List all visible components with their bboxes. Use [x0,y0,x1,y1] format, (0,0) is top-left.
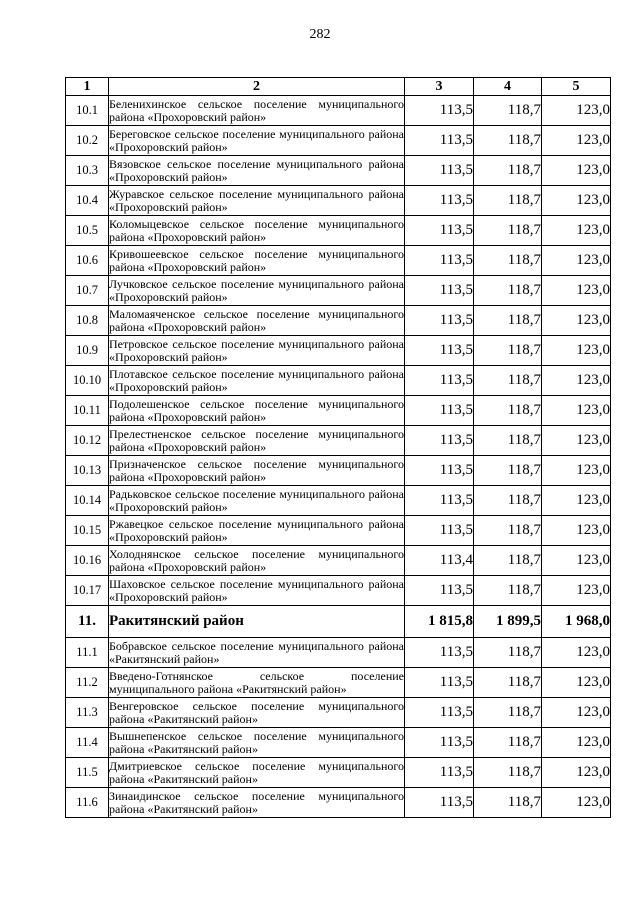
table-row [66,156,611,186]
row-number: 10.2 [66,126,109,156]
value-col-5: 123,0 [542,96,611,126]
value-col-4: 118,7 [474,366,542,396]
settlement-name: Введено-Готнянское сельское поселение муниципального района «Ракитянский район» [109,668,404,696]
value-col-3: 113,5 [405,306,474,336]
value-col-5: 123,0 [542,216,611,246]
column-header-2: 2 [109,78,405,96]
value-col-3: 113,5 [405,698,474,728]
table-row [66,276,611,306]
value-col-4: 118,7 [474,486,542,516]
value-col-5: 123,0 [542,396,611,426]
table-row [66,698,611,728]
row-number: 11.2 [66,668,109,698]
page-number: 282 [309,27,331,42]
settlement-name: Бобравское сельское поселение муниципального района «Ракитянский район» [109,638,404,666]
table-row [66,396,611,426]
value-col-5: 123,0 [542,276,611,306]
value-col-4: 118,7 [474,546,542,576]
value-col-3: 113,5 [405,246,474,276]
row-number: 10.14 [66,486,109,516]
value-col-3: 113,5 [405,638,474,668]
value-col-4: 118,7 [474,426,542,456]
value-col-3: 113,5 [405,156,474,186]
value-col-4: 118,7 [474,216,542,246]
settlement-name: Журавское сельское поселение муниципального района «Прохоровский район» [109,186,404,214]
settlement-name: Петровское сельское поселение муниципального района «Прохоровский район» [109,336,404,364]
value-col-5: 123,0 [542,668,611,698]
value-col-3: 113,5 [405,126,474,156]
value-col-4: 118,7 [474,96,542,126]
budget-table [65,77,611,818]
table-row [66,426,611,456]
table-row [66,758,611,788]
row-number: 10.4 [66,186,109,216]
value-col-4: 118,7 [474,668,542,698]
settlement-name: Вышнепенское сельское поселение муниципального района «Ракитянский район» [109,728,404,756]
value-col-3: 113,5 [405,668,474,698]
value-col-5: 123,0 [542,638,611,668]
settlement-name: Беленихинское сельское поселение муниципального района «Прохоровский район» [109,96,404,124]
value-col-4: 118,7 [474,788,542,818]
settlement-name: Радьковское сельское поселение муниципального района «Прохоровский район» [109,486,404,514]
row-number: 10.10 [66,366,109,396]
value-col-4: 118,7 [474,306,542,336]
value-col-5: 123,0 [542,456,611,486]
value-col-5: 123,0 [542,698,611,728]
value-col-5: 123,0 [542,366,611,396]
value-col-3: 113,5 [405,486,474,516]
value-col-5: 123,0 [542,486,611,516]
value-col-3: 113,5 [405,758,474,788]
value-col-3: 1 815,8 [405,606,474,638]
value-col-4: 118,7 [474,126,542,156]
settlement-name: Подолешенское сельское поселение муниципального района «Прохоровский район» [109,396,404,424]
value-col-5: 123,0 [542,426,611,456]
value-col-4: 118,7 [474,246,542,276]
table-row [66,576,611,606]
value-col-4: 1 899,5 [474,606,542,638]
settlement-name: Прелестненское сельское поселение муниципального района «Прохоровский район» [109,426,404,454]
settlement-name: Зинаидинское сельское поселение муниципального района «Ракитянский район» [109,788,404,816]
table-header-row [66,78,611,96]
row-number: 10.9 [66,336,109,366]
value-col-4: 118,7 [474,456,542,486]
value-col-4: 118,7 [474,516,542,546]
column-header-1: 1 [66,78,109,96]
table-row [66,126,611,156]
table-row [66,728,611,758]
value-col-3: 113,5 [405,728,474,758]
table-row [66,186,611,216]
settlement-name: Плотавское сельское поселение муниципального района «Прохоровский район» [109,366,404,394]
table-row [66,96,611,126]
table-row [66,216,611,246]
column-header-5: 5 [542,78,611,96]
row-number: 10.5 [66,216,109,246]
table-row [66,638,611,668]
region-row [66,606,611,638]
row-number: 10.12 [66,426,109,456]
value-col-3: 113,5 [405,96,474,126]
value-col-5: 123,0 [542,336,611,366]
table-row [66,246,611,276]
settlement-name: Призначенское сельское поселение муниципального района «Прохоровский район» [109,456,404,484]
value-col-5: 123,0 [542,516,611,546]
value-col-4: 118,7 [474,276,542,306]
row-number: 10.8 [66,306,109,336]
settlement-name: Ракитянский район [109,606,405,638]
settlement-name: Холоднянское сельское поселение муниципального района «Прохоровский район» [109,546,404,574]
table-row [66,486,611,516]
value-col-3: 113,5 [405,186,474,216]
row-number: 10.7 [66,276,109,306]
table-row [66,456,611,486]
table-row [66,516,611,546]
row-number: 10.6 [66,246,109,276]
value-col-3: 113,5 [405,456,474,486]
value-col-3: 113,5 [405,426,474,456]
row-number: 10.15 [66,516,109,546]
table-row [66,336,611,366]
value-col-5: 123,0 [542,728,611,758]
settlement-name: Береговское сельское поселение муниципального района «Прохоровский район» [109,126,404,154]
table-row [66,366,611,396]
value-col-4: 118,7 [474,156,542,186]
settlement-name: Лучковское сельское поселение муниципального района «Прохоровский район» [109,276,404,304]
settlement-name: Шаховское сельское поселение муниципального района «Прохоровский район» [109,576,404,604]
row-number: 11.3 [66,698,109,728]
settlement-name: Дмитриевское сельское поселение муниципального района «Ракитянский район» [109,758,404,786]
value-col-4: 118,7 [474,576,542,606]
value-col-5: 123,0 [542,186,611,216]
table-row [66,668,611,698]
value-col-3: 113,5 [405,396,474,426]
settlement-name: Кривошеевское сельское поселение муниципального района «Прохоровский район» [109,246,404,274]
value-col-3: 113,4 [405,546,474,576]
table-row [66,306,611,336]
value-col-4: 118,7 [474,638,542,668]
row-number: 10.17 [66,576,109,606]
value-col-3: 113,5 [405,516,474,546]
settlement-name: Маломаяченское сельское поселение муниципального района «Прохоровский район» [109,306,404,334]
value-col-3: 113,5 [405,576,474,606]
row-number: 11. [66,606,109,638]
column-header-3: 3 [405,78,474,96]
row-number: 11.1 [66,638,109,668]
value-col-4: 118,7 [474,698,542,728]
settlement-name: Коломыцевское сельское поселение муниципального района «Прохоровский район» [109,216,404,244]
value-col-5: 123,0 [542,576,611,606]
table-body [66,96,611,818]
value-col-3: 113,5 [405,276,474,306]
value-col-5: 123,0 [542,126,611,156]
column-header-4: 4 [474,78,542,96]
value-col-4: 118,7 [474,758,542,788]
value-col-4: 118,7 [474,396,542,426]
value-col-3: 113,5 [405,216,474,246]
value-col-4: 118,7 [474,336,542,366]
table-row [66,546,611,576]
row-number: 10.3 [66,156,109,186]
value-col-3: 113,5 [405,336,474,366]
value-col-5: 1 968,0 [542,606,611,638]
settlement-name: Вязовское сельское поселение муниципального района «Прохоровский район» [109,156,404,184]
row-number: 11.5 [66,758,109,788]
value-col-5: 123,0 [542,788,611,818]
value-col-3: 113,5 [405,788,474,818]
value-col-5: 123,0 [542,306,611,336]
row-number: 10.13 [66,456,109,486]
row-number: 10.1 [66,96,109,126]
row-number: 10.11 [66,396,109,426]
value-col-5: 123,0 [542,546,611,576]
value-col-5: 123,0 [542,758,611,788]
value-col-4: 118,7 [474,728,542,758]
settlement-name: Ржавецкое сельское поселение муниципального района «Прохоровский район» [109,516,404,544]
value-col-4: 118,7 [474,186,542,216]
row-number: 11.6 [66,788,109,818]
table-row [66,788,611,818]
value-col-5: 123,0 [542,156,611,186]
settlement-name: Венгеровское сельское поселение муниципального района «Ракитянский район» [109,698,404,726]
value-col-5: 123,0 [542,246,611,276]
row-number: 11.4 [66,728,109,758]
row-number: 10.16 [66,546,109,576]
value-col-3: 113,5 [405,366,474,396]
